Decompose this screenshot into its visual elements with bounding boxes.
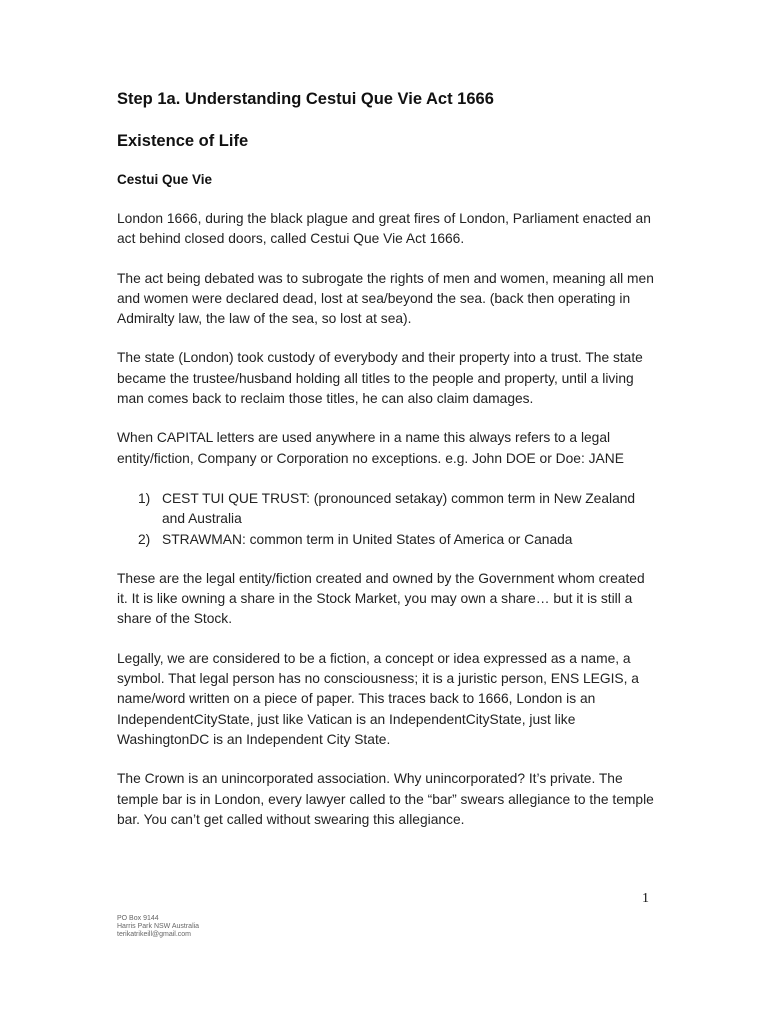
numbered-list bbox=[117, 489, 657, 550]
document-title: Step 1a. Understanding Cestui Que Vie Act 1666 bbox=[117, 90, 494, 108]
footer-line: PO Box 9144 bbox=[117, 915, 159, 922]
paragraph: When CAPITAL letters are used anywhere in a name this always refers to a legal entity/fiction, Company or Corporation no exceptions. e.g. John DOE or Doe: JANE bbox=[117, 430, 624, 466]
document-content bbox=[117, 88, 657, 830]
document-subtitle: Existence of Life bbox=[117, 132, 249, 150]
list-item-text: CEST TUI QUE TRUST: (pronounced setakay) common term in New Zealand and Australia bbox=[162, 490, 636, 527]
list-item bbox=[117, 530, 657, 550]
footer-address bbox=[117, 915, 199, 939]
paragraph: The act being debated was to subrogate the rights of men and women, meaning all men and women were declared dead, lost at sea/beyond the sea. (back then operating in Admiralty law, the law of the sea, so lost at sea). bbox=[117, 270, 654, 327]
list-item-text: STRAWMAN: common term in United States of America or Canada bbox=[162, 531, 573, 547]
list-item-number: 2) bbox=[138, 531, 151, 547]
paragraph: The state (London) took custody of everybody and their property into a trust. The state became the trustee/husband holding all titles to the people and property, until a living man comes back to reclaim those titles, he can also claim damages. bbox=[117, 350, 643, 407]
footer-line: Harris Park NSW Australia bbox=[117, 923, 200, 930]
paragraph: The Crown is an unincorporated association. Why unincorporated? It’s private. The temple bar is in London, every lawyer called to the “bar” swears allegiance to the temple bar. You can’t get called without swearing this allegiance. bbox=[117, 771, 654, 827]
footer-email: terikatrikeill@gmail.com bbox=[117, 931, 192, 938]
list-item bbox=[117, 489, 657, 530]
paragraph: Legally, we are considered to be a fiction, a concept or idea expressed as a name, a symbol. That legal person has no consciousness; it is a juristic person, ENS LEGIS, a name/word written on a piece of paper. This traces back to 1666, London is an IndependentCityState, just like Vatican is an IndependentCityState, just like WashingtonDC is an Independent City State. bbox=[117, 650, 639, 747]
page-number: 1 bbox=[642, 891, 649, 906]
paragraph: London 1666, during the black plague and great fires of London, Parliament enacted an act behind closed doors, called Cestui Que Vie Act 1666. bbox=[117, 211, 651, 247]
list-item-number: 1) bbox=[138, 490, 151, 506]
section-heading: Cestui Que Vie bbox=[117, 172, 213, 187]
paragraph: These are the legal entity/fiction created and owned by the Government whom created it. It is like owning a share in the Stock Market, you may own a share… but it is still a share of the Stock. bbox=[117, 570, 645, 627]
